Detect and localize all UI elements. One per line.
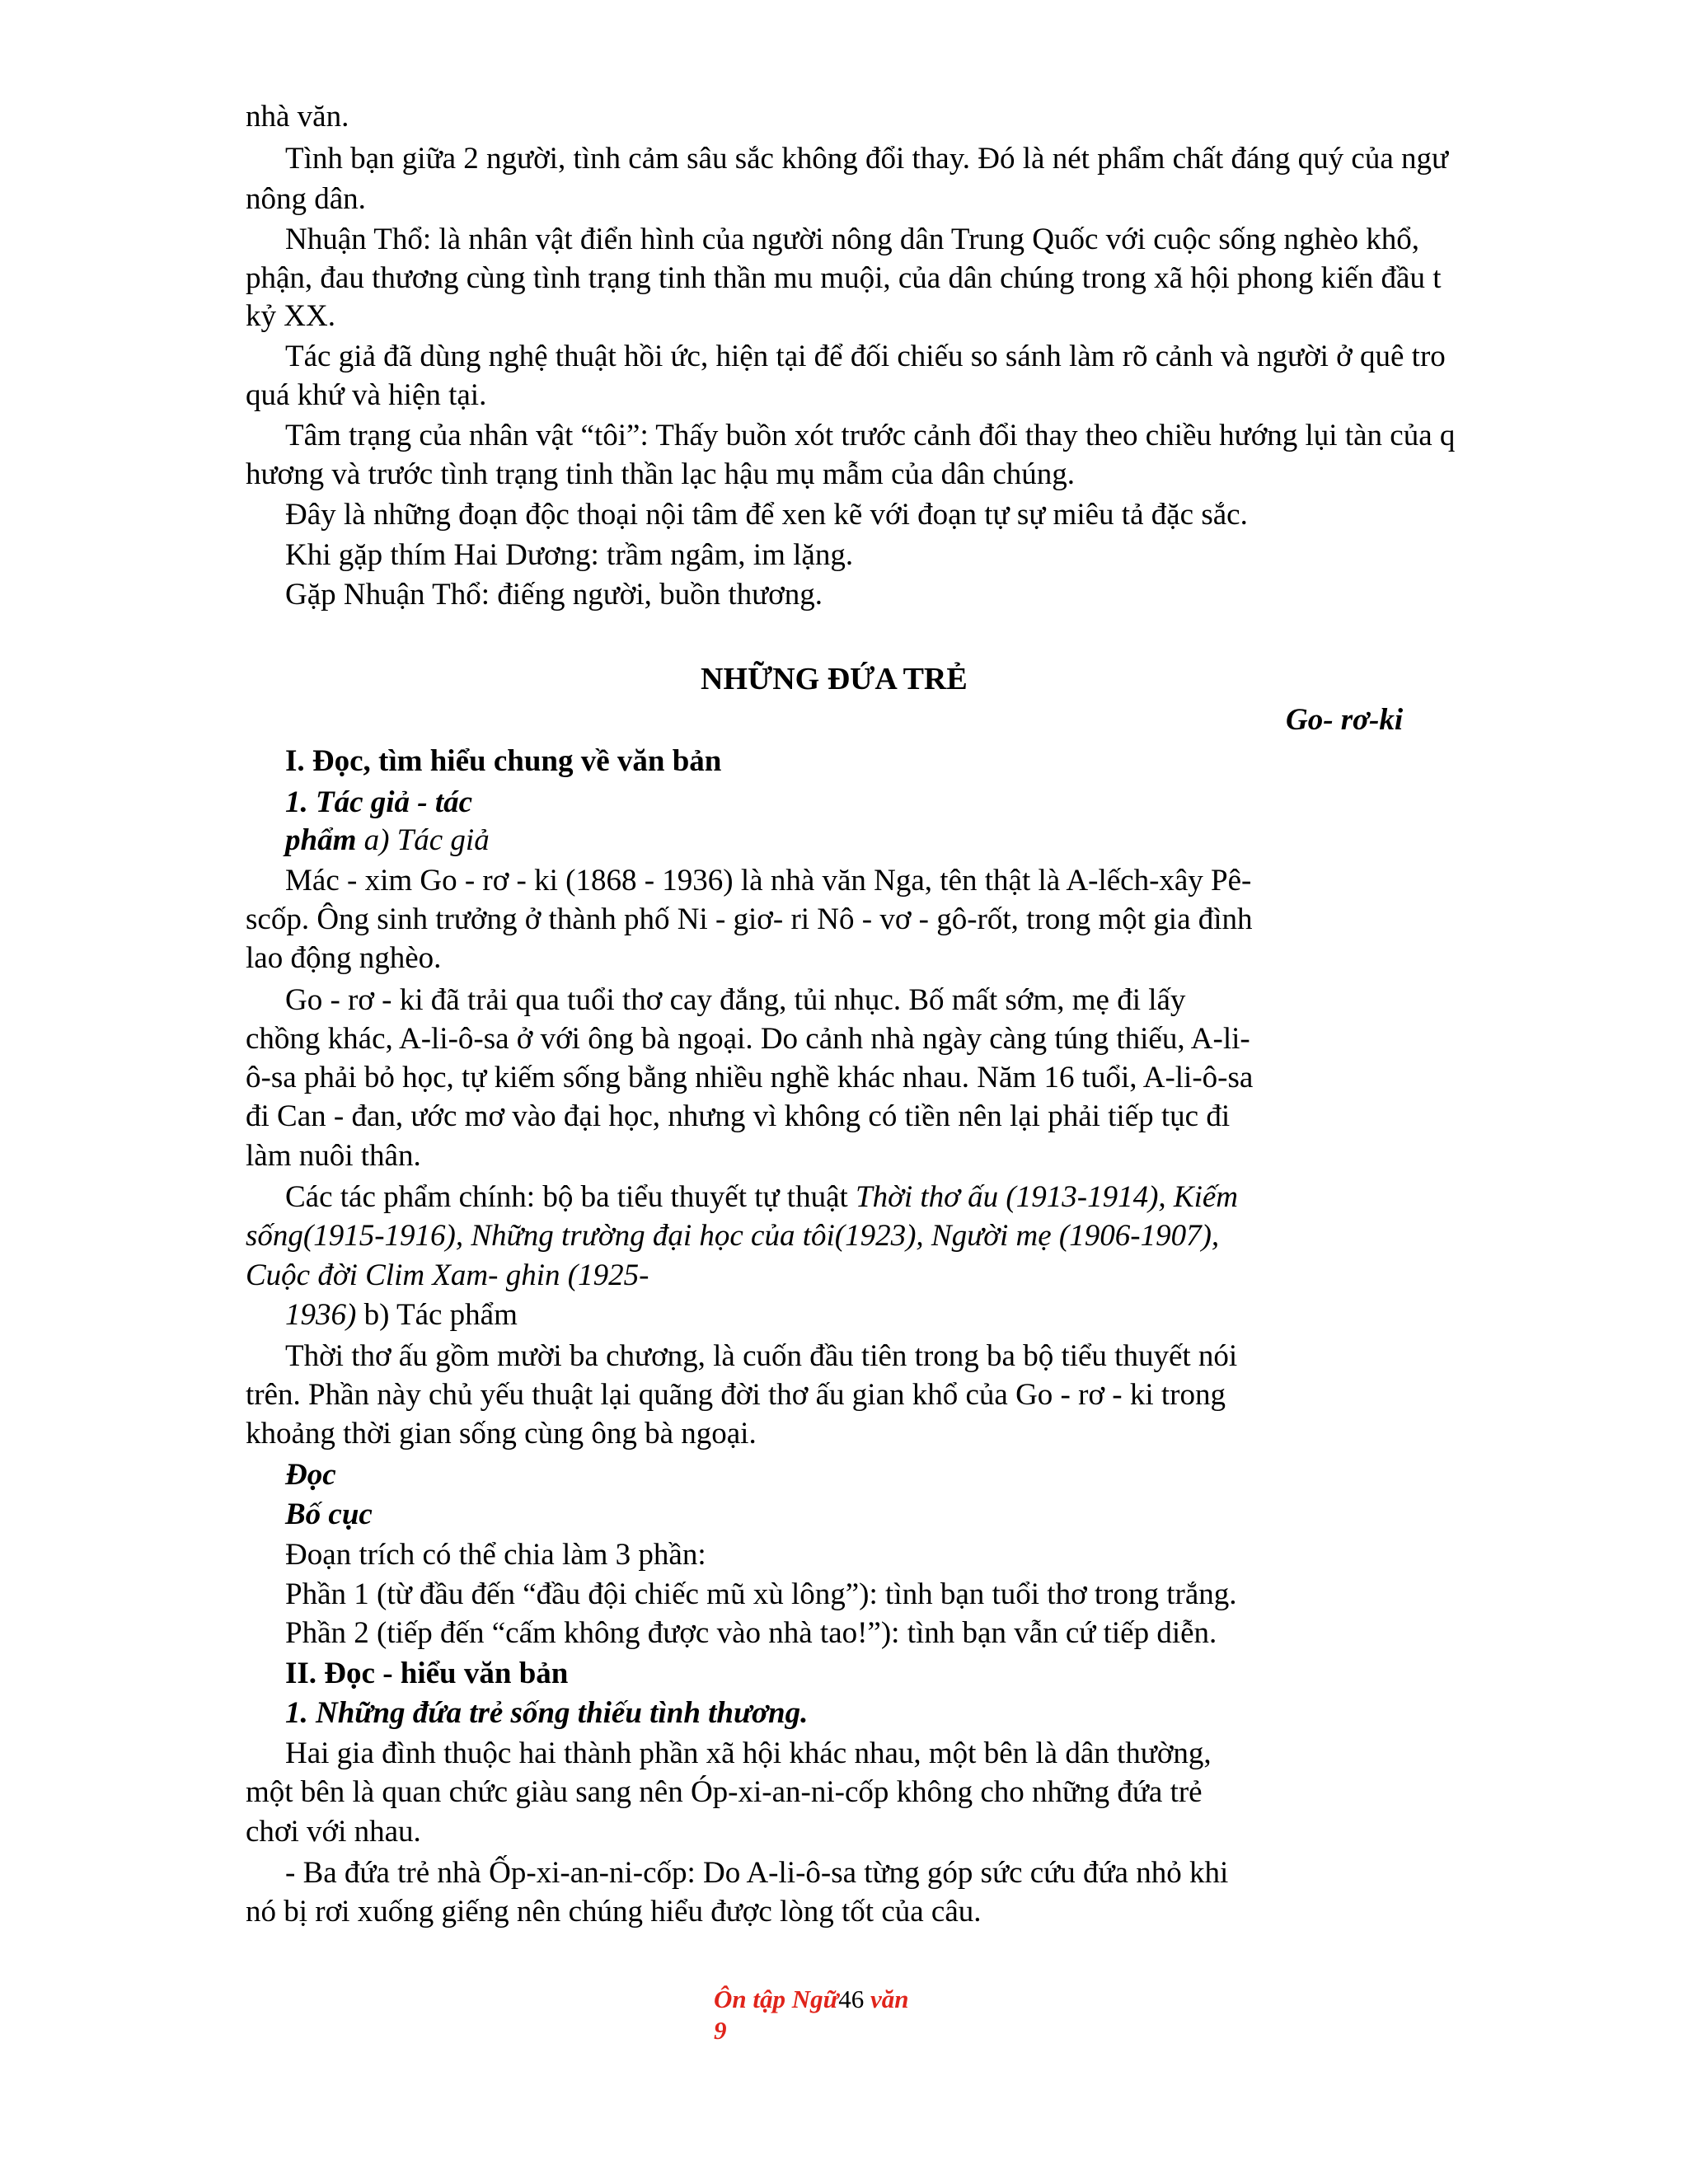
text-line: Phần 2 (tiếp đến “cấm không được vào nhà tao!”): tình bạn vẫn cứ tiếp diễn. bbox=[285, 1616, 1217, 1650]
text-line: Đoạn trích có thể chia làm 3 phần: bbox=[285, 1538, 706, 1572]
text-line: Tình bạn giữa 2 người, tình cảm sâu sắc không đổi thay. Đó là nét phẩm chất đáng quý của ngư bbox=[285, 142, 1449, 176]
footer-text: Ôn tập Ngữ bbox=[714, 1985, 839, 2013]
heading-bold-part: phẩm bbox=[285, 823, 357, 857]
text-line: đi Can - đan, ước mơ vào đại học, nhưng vì không có tiền nên lại phải tiếp tục đi bbox=[246, 1099, 1231, 1133]
text-line: quá khứ và hiện tại. bbox=[246, 378, 487, 412]
section-heading: II. Đọc - hiểu văn bản bbox=[285, 1657, 569, 1690]
subsection-heading: 1. Tác giả - tác bbox=[285, 785, 473, 819]
text-line: Cuộc đời Clim Xam- ghin (1925- bbox=[246, 1258, 649, 1292]
page-number: 46 bbox=[838, 1985, 865, 2013]
text-line: scốp. Ông sinh trưởng ở thành phố Ni - giơ- ri Nô - vơ - gô-rốt, trong một gia đình bbox=[246, 902, 1253, 936]
subsection-heading: Đọc bbox=[285, 1458, 336, 1492]
text-line: Khi gặp thím Hai Dương: trầm ngâm, im lặng. bbox=[285, 538, 854, 572]
text-line bbox=[285, 1297, 518, 1333]
subsection-heading: 1. Những đứa trẻ sống thiếu tình thương. bbox=[285, 1696, 809, 1730]
text-line: chơi với nhau. bbox=[246, 1815, 421, 1849]
heading-sub-part: a) Tác giả bbox=[356, 823, 490, 857]
text-line: nông dân. bbox=[246, 182, 366, 216]
text-line: nó bị rơi xuống giếng nên chúng hiểu được lòng tốt của câu. bbox=[246, 1895, 982, 1929]
section-heading: I. Đọc, tìm hiểu chung về văn bản bbox=[285, 744, 722, 778]
subsection-heading bbox=[285, 823, 490, 859]
text-line: nhà văn. bbox=[246, 100, 349, 134]
text-line: ô-sa phải bỏ học, tự kiếm sống bằng nhiều nghề khác nhau. Năm 16 tuổi, A-li-ô-sa bbox=[246, 1061, 1254, 1094]
text-line: kỷ XX. bbox=[246, 299, 335, 333]
text-run-italic: 1936) bbox=[285, 1298, 357, 1332]
text-line bbox=[285, 1179, 1238, 1216]
text-line: Nhuận Thổ: là nhân vật điển hình của người nông dân Trung Quốc với cuộc sống nghèo khổ, bbox=[285, 223, 1419, 256]
text-line: hương và trước tình trạng tinh thần lạc hậu mụ mẫm của dân chúng. bbox=[246, 457, 1076, 491]
text-line: Gặp Nhuận Thổ: điếng người, buồn thương. bbox=[285, 578, 823, 612]
text-line: Hai gia đình thuộc hai thành phần xã hội khác nhau, một bên là dân thường, bbox=[285, 1736, 1212, 1770]
text-line: lao động nghèo. bbox=[246, 941, 442, 975]
text-line: Mác - xim Go - rơ - ki (1868 - 1936) là nhà văn Nga, tên thật là A-lếch-xây Pê- bbox=[285, 864, 1252, 898]
text-line: - Ba đứa trẻ nhà Ốp-xi-an-ni-cốp: Do A-li-ô-sa từng góp sức cứu đứa nhỏ khi bbox=[285, 1856, 1229, 1890]
text-run: Các tác phẩm chính: bộ ba tiểu thuyết tự thuật bbox=[285, 1180, 856, 1214]
text-line: khoảng thời gian sống cùng ông bà ngoại. bbox=[246, 1417, 757, 1451]
text-line: Thời thơ ấu gồm mười ba chương, là cuốn đầu tiên trong ba bộ tiểu thuyết nói bbox=[285, 1339, 1238, 1373]
page-footer-line2: 9 bbox=[714, 2016, 727, 2045]
text-line: Tác giả đã dùng nghệ thuật hồi ức, hiện tại để đối chiếu so sánh làm rõ cảnh và người ở quê tro bbox=[285, 340, 1446, 373]
text-line: Tâm trạng của nhân vật “tôi”: Thấy buồn xót trước cảnh đổi thay theo chiều hướng lụi tàn của q bbox=[285, 419, 1456, 452]
lesson-title: NHỮNG ĐỨA TRẺ bbox=[701, 662, 968, 696]
text-line: Đây là những đoạn độc thoại nội tâm để xen kẽ với đoạn tự sự miêu tả đặc sắc. bbox=[285, 498, 1248, 532]
text-line: trên. Phần này chủ yếu thuật lại quãng đời thơ ấu gian khổ của Go - rơ - ki trong bbox=[246, 1378, 1226, 1412]
subsection-heading: Bố cục bbox=[285, 1497, 373, 1531]
text-run: b) Tác phẩm bbox=[356, 1298, 518, 1332]
author-name: Go- rơ-ki bbox=[1286, 703, 1404, 737]
text-line: phận, đau thương cùng tình trạng tinh thần mu muội, của dân chúng trong xã hội phong kiến đầu t bbox=[246, 261, 1442, 295]
text-line: làm nuôi thân. bbox=[246, 1139, 421, 1173]
page-footer bbox=[714, 1985, 908, 2014]
footer-text: văn bbox=[864, 1985, 909, 2013]
text-line: Go - rơ - ki đã trải qua tuổi thơ cay đắng, tủi nhục. Bố mất sớm, mẹ đi lấy bbox=[285, 983, 1186, 1017]
text-line: Phần 1 (từ đầu đến “đầu đội chiếc mũ xù lông”): tình bạn tuổi thơ trong trắng. bbox=[285, 1577, 1237, 1611]
text-line: sống(1915-1916), Những trường đại học của tôi(1923), Người mẹ (1906-1907), bbox=[246, 1219, 1220, 1253]
text-line: chồng khác, A-li-ô-sa ở với ông bà ngoại. Do cảnh nhà ngày càng túng thiếu, A-li- bbox=[246, 1022, 1250, 1056]
text-run-italic: Thời thơ ấu (1913-1914), Kiếm bbox=[856, 1180, 1238, 1214]
text-line: một bên là quan chức giàu sang nên Óp-xi-an-ni-cốp không cho những đứa trẻ bbox=[246, 1775, 1203, 1809]
